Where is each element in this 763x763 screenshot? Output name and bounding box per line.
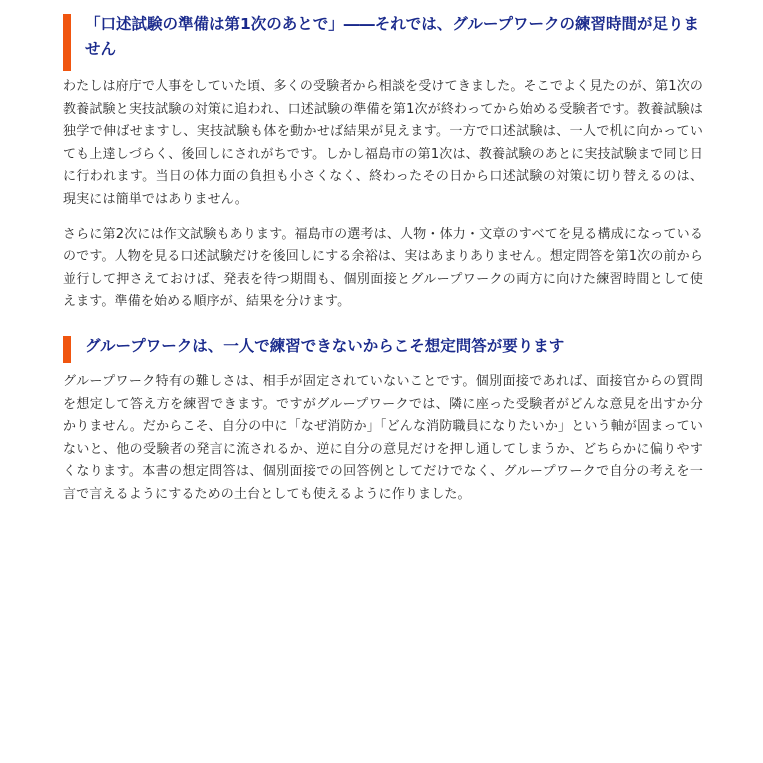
section-heading [63, 12, 703, 62]
body-paragraph: さらに第2次には作文試験もあります。福島市の選考は、人物・体力・文章のすべてを見る構成になっているのです。人物を見る口述試験だけを後回しにする余裕は、実はあまりありません。想定問答を第1次の前から並行して押さえておけば、発表を待つ期間も、個別面接とグループワークの両方に向けた練習時間として使えます。準備を始める順序が、結果を分けます。 [63, 226, 703, 310]
body-paragraph: グループワーク特有の難しさは、相手が固定されていないことです。個別面接であれば、面接官からの質問を想定して答え方を練習できます。ですがグループワークでは、隣に座った受験者がどんな意見を出すか分かりません。だからこそ、自分の中に「なぜ消防か」「どんな消防職員になりたいか」という軸が固まっていないと、他の受験者の発言に流されるか、逆に自分の意見だけを押し通してしまうか、どちらかに偏りやすくなります。本書の想定問答は、個別面接での回答例としてだけでなく、グループワークで自分の考えを一言で言えるようにするための土台としても使えるように作りました。 [63, 373, 703, 502]
heading-accent-bar [63, 14, 71, 71]
body-paragraph: わたしは府庁で人事をしていた頃、多くの受験者から相談を受けてきました。そこでよく見たのが、第1次の教養試験と実技試験の対策に追われ、口述試験の準備を第1次が終わってから始める受験者です。教養試験は独学で伸ばせますし、実技試験も体を動かせば結果が見えます。一方で口述試験は、一人で机に向かっていても上達しづらく、後回しにされがちです。しかし福島市の第1次は、教養試験のあとに実技試験まで同じ日に行われます。当日の体力面の負担も小さくなく、終わったその日から口述試験の対策に切り替えるのは、現実には簡単ではありません。 [63, 79, 703, 207]
heading-accent-bar [63, 336, 71, 363]
section-heading-text: グループワークは、一人で練習できないからこそ想定問答が要ります [85, 336, 565, 355]
section-heading [63, 334, 703, 359]
article [63, 12, 703, 519]
section-heading-text: 「口述試験の準備は第1次のあとで」――それでは、グループワークの練習時間が足りません [85, 15, 700, 58]
